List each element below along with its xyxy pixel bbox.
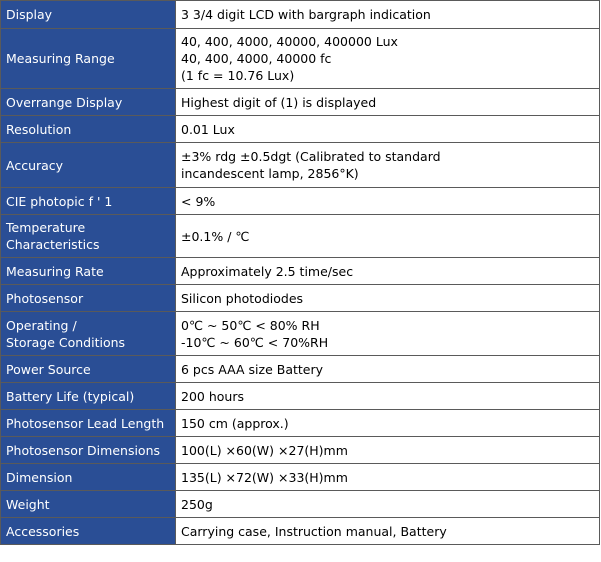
table-row <box>1 215 599 257</box>
spec-value: 40, 400, 4000, 40000, 400000 Lux 40, 400, 4000, 40000 fc (1 fc = 10.76 Lux) <box>176 29 599 88</box>
spec-value: 100(L) ×60(W) ×27(H)mm <box>176 437 599 463</box>
spec-label: Resolution <box>1 116 175 142</box>
spec-label: Dimension <box>1 464 175 490</box>
spec-label: Weight <box>1 491 175 517</box>
spec-label: Operating / Storage Conditions <box>1 312 175 355</box>
spec-label: Measuring Range <box>1 29 175 88</box>
table-row <box>1 312 599 355</box>
spec-value: 0℃ ~ 50℃ < 80% RH -10℃ ~ 60℃ < 70%RH <box>176 312 599 355</box>
spec-value: Approximately 2.5 time/sec <box>176 258 599 284</box>
spec-value: < 9% <box>176 188 599 214</box>
table-row <box>1 1 599 28</box>
spec-value: 135(L) ×72(W) ×33(H)mm <box>176 464 599 490</box>
spec-value: 0.01 Lux <box>176 116 599 142</box>
spec-value: 3 3/4 digit LCD with bargraph indication <box>176 1 599 28</box>
table-row <box>1 518 599 544</box>
spec-label: Photosensor <box>1 285 175 311</box>
table-row <box>1 116 599 142</box>
spec-label: Overrange Display <box>1 89 175 115</box>
spec-label: Measuring Rate <box>1 258 175 284</box>
spec-label: Display <box>1 1 175 28</box>
spec-value: ±0.1% / ℃ <box>176 215 599 257</box>
spec-label: Accuracy <box>1 143 175 187</box>
table-row <box>1 410 599 436</box>
spec-label: Photosensor Dimensions <box>1 437 175 463</box>
spec-value: 250g <box>176 491 599 517</box>
table-row <box>1 258 599 284</box>
table-row <box>1 437 599 463</box>
spec-value: 150 cm (approx.) <box>176 410 599 436</box>
spec-value: Silicon photodiodes <box>176 285 599 311</box>
table-row <box>1 29 599 88</box>
spec-value: Highest digit of (1) is displayed <box>176 89 599 115</box>
spec-label: Temperature Characteristics <box>1 215 175 257</box>
spec-label: CIE photopic f ' 1 <box>1 188 175 214</box>
table-row <box>1 285 599 311</box>
table-row <box>1 383 599 409</box>
spec-value: ±3% rdg ±0.5dgt (Calibrated to standard incandescent lamp, 2856°K) <box>176 143 599 187</box>
spec-value: Carrying case, Instruction manual, Battery <box>176 518 599 544</box>
spec-label: Accessories <box>1 518 175 544</box>
spec-label: Photosensor Lead Length <box>1 410 175 436</box>
table-row <box>1 464 599 490</box>
table-row <box>1 143 599 187</box>
table-row <box>1 89 599 115</box>
table-row <box>1 491 599 517</box>
spec-value: 6 pcs AAA size Battery <box>176 356 599 382</box>
spec-label: Power Source <box>1 356 175 382</box>
table-row <box>1 356 599 382</box>
spec-label: Battery Life (typical) <box>1 383 175 409</box>
spec-value: 200 hours <box>176 383 599 409</box>
table-row <box>1 188 599 214</box>
